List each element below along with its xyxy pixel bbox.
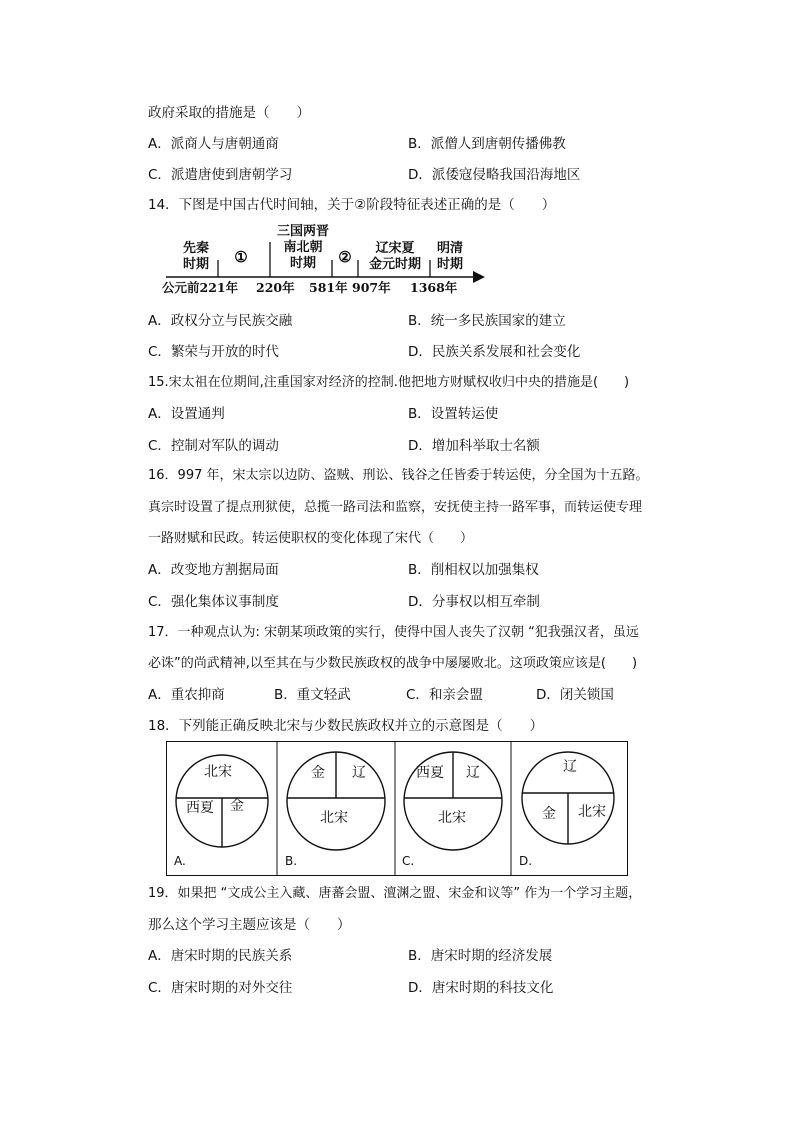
pie-b-letter: B. (285, 854, 298, 868)
q19-option-c: C．唐宋时期的对外交往 (148, 980, 293, 996)
pie-d-bottom-left-label: 金 (542, 806, 556, 822)
q18-stem: 18．下列能正确反映北宋与少数民族政权并立的示意图是（ ） (148, 718, 544, 734)
q13-option-a: A．派商人与唐朝通商 (148, 136, 279, 152)
pie-d-bottom-right-label: 北宋 (578, 804, 606, 820)
q15-option-a: A．设置通判 (148, 406, 225, 422)
timeline-segment-2: ② (338, 248, 352, 266)
q17-option-d: D．闭关锁国 (536, 687, 614, 703)
q19-option-d: D．唐宋时期的科技文化 (408, 980, 554, 996)
q13-option-d: D．派倭寇侵略我国沿海地区 (408, 167, 581, 183)
pie-d-letter: D. (519, 854, 533, 868)
pie-b-bottom-label: 北宋 (320, 810, 348, 826)
q14-option-c: C．繁荣与开放的时代 (148, 344, 279, 360)
q19-stem-line: 19．如果把 “文成公主入藏、唐蕃会盟、澶渊之盟、宋金和议等” 作为一个学习主题， (148, 886, 642, 901)
q16-option-b: B．削相权以加强集权 (408, 562, 539, 578)
q14-stem: 14．下图是中国古代时间轴，关于②阶段特征表述正确的是（ ） (148, 197, 556, 213)
timeline-year: 1368年 (410, 280, 458, 295)
q15-option-d: D．增加科举取士名额 (408, 438, 540, 454)
q15-option-c: C．控制对军队的调动 (148, 438, 279, 454)
q16-option-a: A．改变地方割据局面 (148, 562, 279, 578)
pie-c-top-right-label: 辽 (466, 765, 480, 781)
pie-b-top-right-label: 辽 (352, 765, 366, 781)
timeline-year: 公元前221年 (162, 280, 239, 295)
q19-stem-line: 那么这个学习主题应该是（ ） (148, 917, 351, 933)
q17-option-c: C．和亲会盟 (406, 687, 483, 703)
pie-a-letter: A. (174, 854, 186, 868)
pie-c-bottom-label: 北宋 (438, 810, 466, 826)
q19-option-b: B．唐宋时期的经济发展 (408, 948, 553, 964)
q16-option-d: D．分事权以相互牵制 (408, 594, 540, 610)
q19-option-a: A．唐宋时期的民族关系 (148, 948, 293, 964)
timeline-figure (160, 222, 490, 298)
q16-option-c: C．强化集体议事制度 (148, 594, 279, 610)
q13-option-c: C．派遣唐使到唐朝学习 (148, 167, 293, 183)
pie-a-top-label: 北宋 (204, 764, 232, 780)
timeline-year: 220年 (256, 280, 295, 295)
q17-stem-line: 17．一种观点认为: 宋朝某项政策的实行，使得中国人丧失了汉朝 “犯我强汉者，虽远 (148, 625, 639, 640)
timeline-segment-pre-qin: 先秦 时期 (182, 241, 209, 272)
pie-c-letter: C. (402, 854, 415, 868)
q14-option-a: A．政权分立与民族交融 (148, 313, 293, 329)
q15-option-b: B．设置转运使 (408, 406, 499, 422)
q13-stem-tail: 政府采取的措施是（ ） (148, 105, 310, 121)
q14-option-b: B．统一多民族国家的建立 (408, 313, 566, 329)
q16-stem-line: 真宗时设置了提点刑狱使，总揽一路司法和监察，安抚使主持一路军事，而转运使专理 (148, 500, 643, 515)
pie-b (287, 752, 385, 850)
q17-stem-line: 必诛”的尚武精神,以至其在与少数民族政权的战争中屡屡败北。这项政策应该是( ) (148, 656, 638, 671)
q17-option-a: A．重农抑商 (148, 687, 225, 703)
timeline-year: 581年 (309, 280, 348, 295)
q14-option-d: D．民族关系发展和社会变化 (408, 344, 581, 360)
pie-a-bottom-right-label: 金 (230, 798, 244, 814)
timeline-year: 907年 (352, 280, 391, 295)
q16-stem-line: 一路财赋和民政。转运使职权的变化体现了宋代（ ） (148, 531, 474, 546)
q15-stem: 15.宋太祖在位期间,注重国家对经济的控制.他把地方财赋权收归中央的措施是( ) (148, 375, 630, 390)
q13-option-b: B．派僧人到唐朝传播佛教 (408, 136, 566, 152)
pie-c-top-left-label: 西夏 (416, 765, 444, 781)
pie-d-top-label: 辽 (563, 759, 577, 775)
q16-stem-line: 16．997 年，宋太宗以边防、盗贼、刑讼、钱谷之任皆委于转运使，分全国为十五路。 (148, 468, 649, 483)
pie-options-figure (166, 741, 628, 876)
timeline-segment-liao-song: 辽宋夏 金元时期 (368, 241, 421, 272)
timeline-segment-1: ① (234, 248, 248, 266)
timeline-segment-ming-qing: 明清 时期 (436, 241, 463, 272)
pie-b-top-left-label: 金 (311, 765, 325, 781)
q17-option-b: B．重文轻武 (274, 687, 351, 703)
timeline-segment-three-kingdoms: 三国两晋 南北朝 时期 (276, 224, 329, 271)
pie-a-bottom-left-label: 西夏 (186, 800, 214, 816)
